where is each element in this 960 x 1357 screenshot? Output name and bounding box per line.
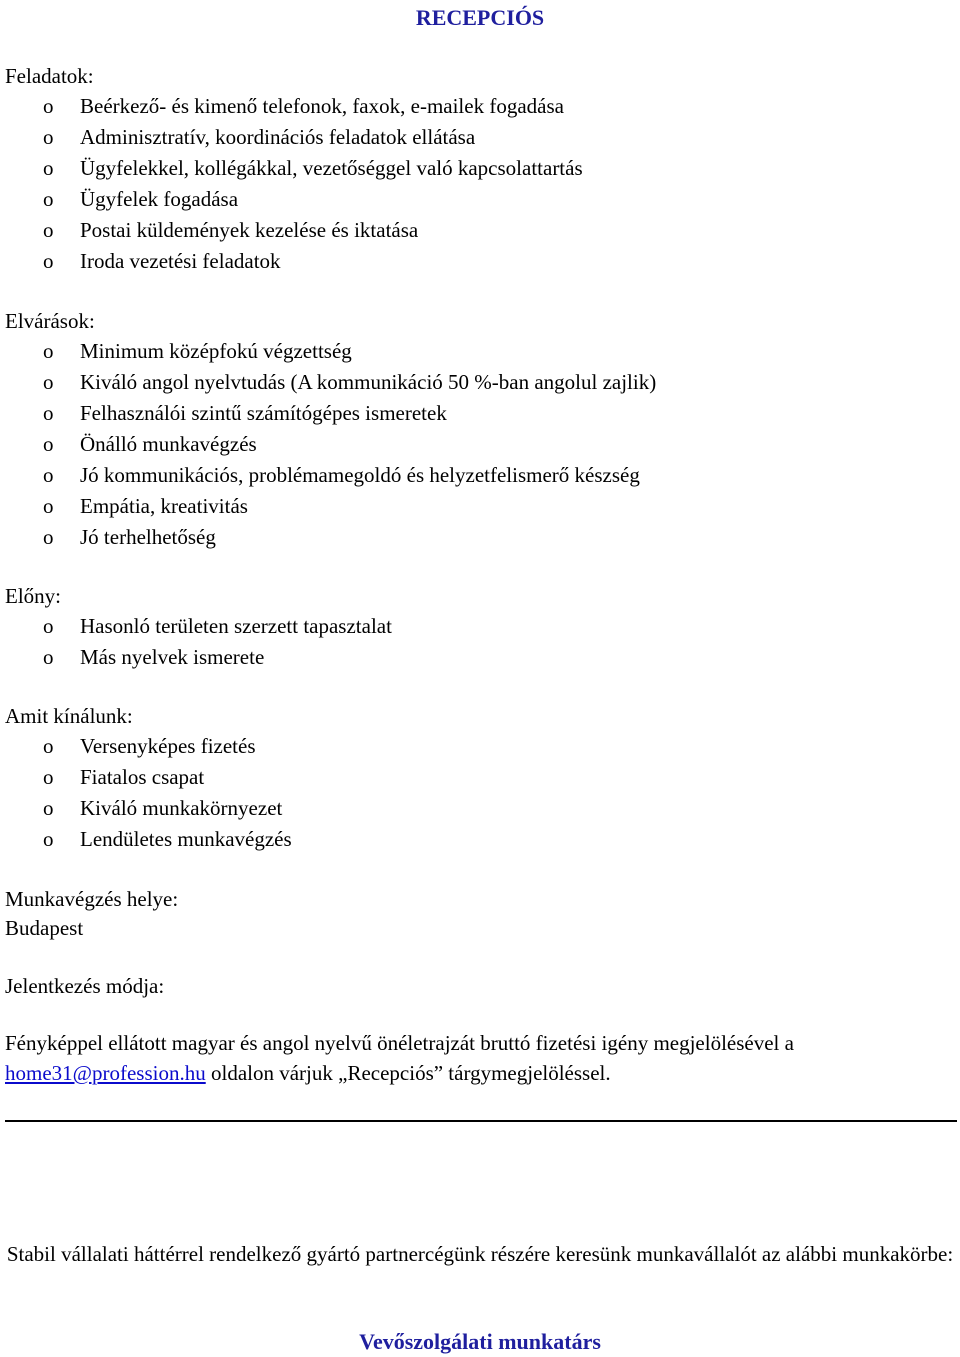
apply-paragraph (5, 1028, 955, 1088)
bullet-marker: o (43, 94, 54, 118)
bullet-marker: o (43, 614, 54, 638)
bullet-list (5, 91, 950, 277)
bullet-marker: o (43, 432, 54, 456)
bullet-marker: o (43, 218, 54, 242)
section-heading: Előny: (5, 584, 61, 608)
apply-heading: Jelentkezés módja: (5, 974, 165, 998)
section-feladatok (5, 61, 950, 277)
bullet-marker: o (43, 125, 54, 149)
bullet-marker: o (43, 370, 54, 394)
list-item: o Ügyfelekkel, kollégákkal, vezetőséggel való kapcsolattartás (5, 153, 950, 184)
next-job-title: Vevőszolgálati munkatárs (359, 1329, 601, 1354)
page-title: RECEPCIÓS (415, 5, 545, 30)
list-item: o Beérkező- és kimenő telefonok, faxok, e-mailek fogadása (5, 91, 950, 122)
list-item: o Önálló munkavégzés (5, 429, 950, 460)
list-item: o Fiatalos csapat (5, 762, 950, 793)
list-item: o Más nyelvek ismerete (5, 642, 950, 673)
section-amit-kinalunk (5, 701, 950, 855)
bullet-marker: o (43, 734, 54, 758)
bullet-marker: o (43, 645, 54, 669)
section-heading: Feladatok: (5, 64, 94, 88)
bullet-marker: o (43, 187, 54, 211)
list-item: o Kiváló angol nyelvtudás (A kommunikáció 50 %-ban angolul zajlik) (5, 367, 950, 398)
list-item: o Postai küldemények kezelése és iktatása (5, 215, 950, 246)
bullet-list (5, 336, 950, 553)
list-item: o Felhasználói szintű számítógépes ismeretek (5, 398, 950, 429)
list-item: o Hasonló területen szerzett tapasztalat (5, 611, 950, 642)
list-item: o Kiváló munkakörnyezet (5, 793, 950, 824)
list-item: o Empátia, kreativitás (5, 491, 950, 522)
horizontal-divider (5, 1120, 957, 1122)
bullet-marker: o (43, 827, 54, 851)
list-item: o Jó terhelhetőség (5, 522, 950, 553)
bullet-marker: o (43, 765, 54, 789)
bullet-marker: o (43, 339, 54, 363)
list-item: o Lendületes munkavégzés (5, 824, 950, 855)
bullet-marker: o (43, 525, 54, 549)
location-heading: Munkavégzés helye: (5, 887, 179, 911)
bullet-marker: o (43, 494, 54, 518)
section-heading: Amit kínálunk: (5, 704, 133, 728)
bullet-list (5, 611, 950, 673)
bullet-marker: o (43, 463, 54, 487)
email-link[interactable]: home31@profession.hu (5, 1061, 206, 1085)
bullet-marker: o (43, 156, 54, 180)
apply-text-line-1: Fényképpel ellátott magyar és angol nyelvű önéletrajzát bruttó fizetési igény megjelölésével a (5, 1031, 794, 1055)
bullet-marker: o (43, 796, 54, 820)
section-heading: Elvárások: (5, 309, 95, 333)
list-item: o Adminisztratív, koordinációs feladatok ellátása (5, 122, 950, 153)
bullet-marker: o (43, 401, 54, 425)
list-item: o Iroda vezetési feladatok (5, 246, 950, 277)
list-item: o Jó kommunikációs, problémamegoldó és helyzetfelismerő készség (5, 460, 950, 491)
list-item: o Ügyfelek fogadása (5, 184, 950, 215)
list-item: o Versenyképes fizetés (5, 731, 950, 762)
next-job-intro: Stabil vállalati háttérrel rendelkező gyártó partnercégünk részére keresünk munkavállalót az alábbi munkakörbe: (6, 1242, 954, 1266)
list-item: o Minimum középfokú végzettség (5, 336, 950, 367)
location-value: Budapest (5, 916, 84, 940)
section-elvarasok (5, 306, 950, 553)
bullet-marker: o (43, 249, 54, 273)
bullet-list (5, 731, 950, 855)
apply-text-line-2: oldalon várjuk „Recepciós” tárgymegjelöléssel. (205, 1061, 611, 1085)
section-eloeny (5, 581, 950, 673)
